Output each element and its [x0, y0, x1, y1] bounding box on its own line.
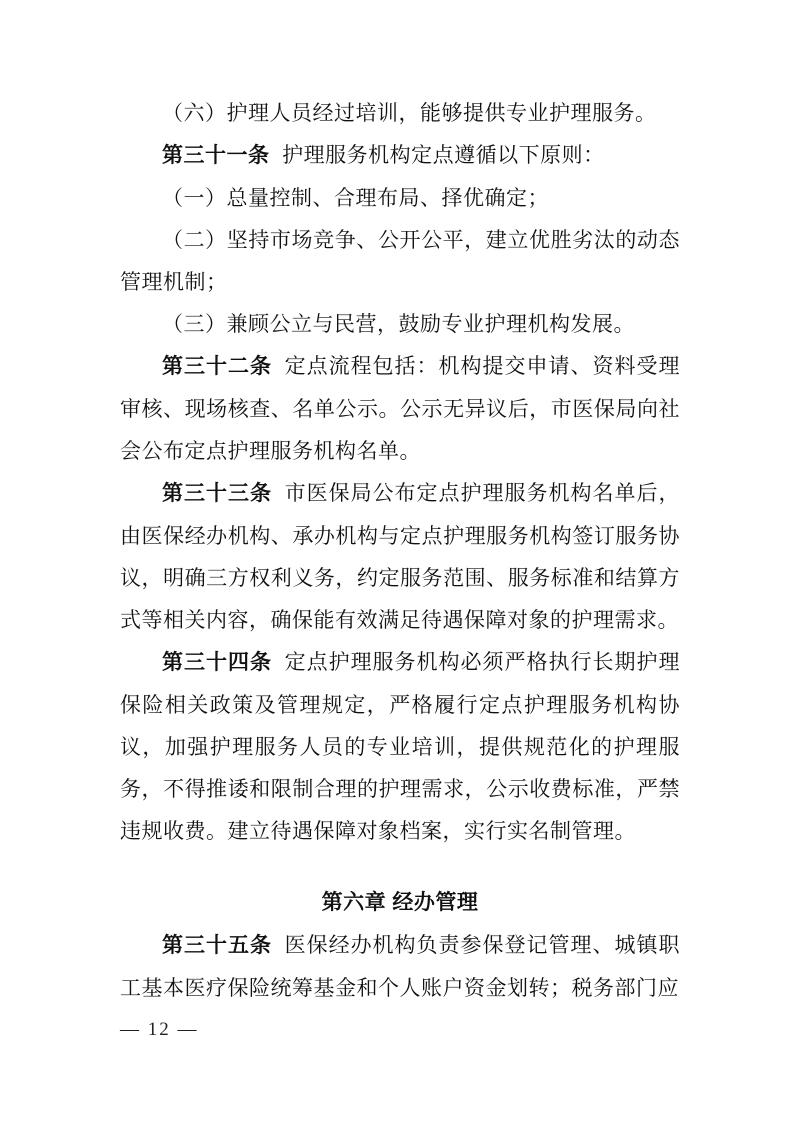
paragraph-text: 市医保局公布定点护理服务机构名单后，由医保经办机构、承办机构与定点护理服务机构签订服务协议，明确三方权利义务，约定服务范围、服务标准和结算方式等相关内容，确保能有效满足待遇保障对象的护理需求。 — [120, 481, 681, 632]
paragraph-text: 医保经办机构负责参保登记管理、城镇职工基本医疗保险统筹基金和个人账户资金划转；税务部门应 — [120, 933, 681, 1000]
page-number: — 12 — — [120, 1019, 199, 1040]
paragraph-text: （三）兼顾公立与民营，鼓励专业护理机构发展。 — [162, 312, 635, 336]
paragraph-text: 定点流程包括：机构提交申请、资料受理审核、现场核查、名单公示。公示无异议后，市医保局向社会公布定点护理服务机构名单。 — [120, 354, 681, 463]
body-paragraph — [120, 303, 680, 345]
paragraph-text: 护理服务机构定点遵循以下原则： — [282, 143, 605, 167]
body-paragraph — [120, 92, 680, 134]
article-number: 第三十五条 — [162, 934, 272, 957]
body-paragraph — [120, 924, 680, 1009]
document-body — [120, 92, 680, 1009]
chapter-heading: 第六章 经办管理 — [321, 891, 479, 914]
body-paragraph — [120, 345, 680, 472]
paragraph-text: （二）坚持市场竞争、公开公平，建立优胜劣汰的动态管理机制； — [120, 228, 680, 294]
body-paragraph — [120, 641, 680, 852]
paragraph-text: （六）护理人员经过培训，能够提供专业护理服务。 — [162, 101, 657, 125]
body-paragraph — [120, 219, 680, 303]
article-number: 第三十四条 — [162, 651, 272, 674]
paragraph-text: （一）总量控制、合理布局、择优确定； — [162, 186, 549, 210]
article-number: 第三十三条 — [162, 482, 272, 505]
body-paragraph — [120, 177, 680, 219]
article-number: 第三十二条 — [162, 355, 272, 378]
article-number: 第三十一条 — [162, 144, 270, 167]
body-paragraph — [120, 134, 680, 177]
body-paragraph — [120, 472, 680, 641]
paragraph-text: 定点护理服务机构必须严格执行长期护理保险相关政策及管理规定，严格履行定点护理服务机构协议，加强护理服务人员的专业培训，提供规范化的护理服务，不得推诿和限制合理的护理需求，公示收费标准，严禁违规收费。建立待遇保障对象档案，实行实名制管理。 — [120, 650, 681, 843]
